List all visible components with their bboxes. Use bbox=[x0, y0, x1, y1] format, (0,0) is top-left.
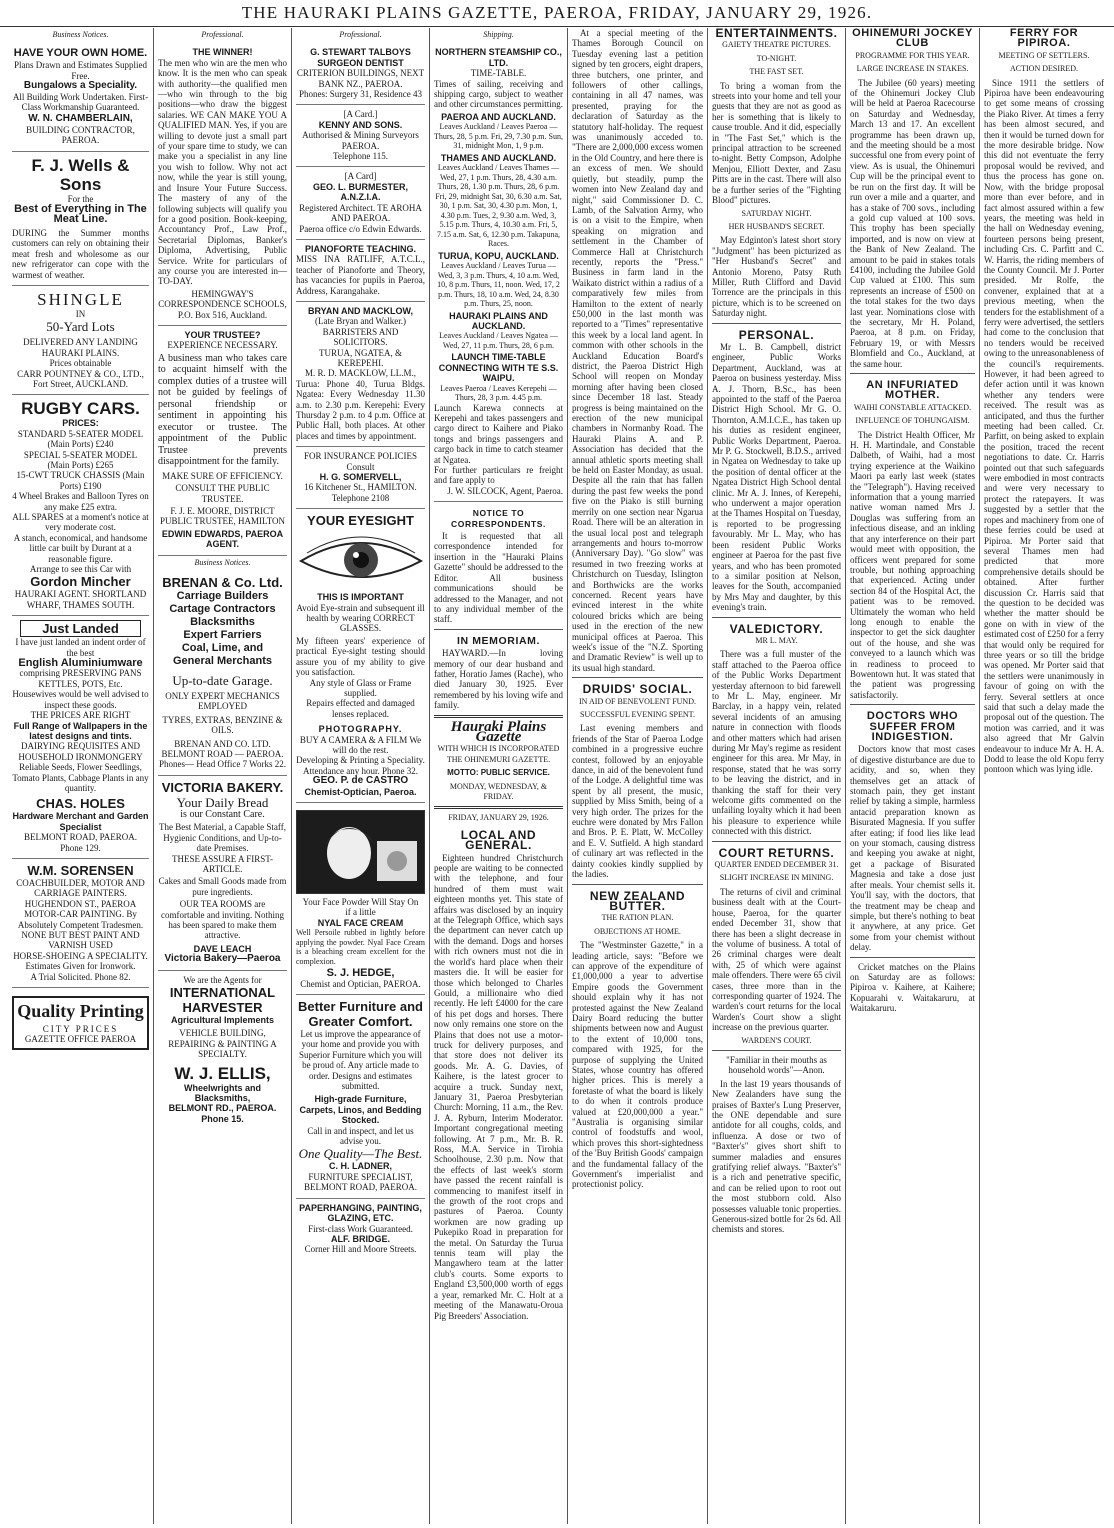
valedictory-title: VALEDICTORY. bbox=[729, 621, 824, 636]
doctors-article bbox=[850, 744, 975, 952]
ad-line: SPECIAL 5-SEATER MODEL (Main Ports) £265 bbox=[23, 449, 138, 470]
ad-body: The men who win are the men who know. It is the men who can speak with authority—the qualified men—who win through to the big positions—who draw the biggest salaries. WE CAN MAKE YOU A QUALIFIED MAN. Yes, if you are willing to devote just a small part of your spare time to study, we can make you a specialist in any line you wish to follow. Why not act now, while the year is still young, and Insure Your Future Success. The mastery of any of the following subjects will qualify you for a good position. Book-keeping, Accountancy Prof., Law Prof., Secretarial Diplomas, Banker's Diploma, Advertising, Public Service. Write for particulars of any course you are interested in—TO-DAY. bbox=[158, 57, 287, 287]
column-8 bbox=[980, 28, 1108, 1524]
ad-line: English Aluminiumware bbox=[18, 657, 143, 670]
nameplate-motto: MOTTO: PUBLIC SERVICE. bbox=[447, 768, 550, 778]
ad-brenan bbox=[158, 571, 287, 776]
shipping-timetable bbox=[434, 43, 563, 502]
ad-body: Let us improve the appearance of your home and provide you with Superior Furniture which you will be proud of. Any article made to order. Designs and estimates submitted. bbox=[299, 1029, 422, 1092]
ad-line: Call in and inspect, and let us advise you. bbox=[307, 1125, 414, 1147]
ad-line: Cartage Contractors bbox=[169, 603, 276, 616]
ad-title: BRENAN & Co. Ltd. bbox=[162, 575, 283, 591]
ad-line: One Quality—The Best. bbox=[298, 1146, 423, 1162]
section-label: Professional. bbox=[339, 30, 382, 39]
ad-title: THE WINNER! bbox=[192, 47, 253, 58]
ad-line: comprising PRESERVING PANS KETTLES, POTS, Etc. bbox=[19, 668, 142, 689]
ad-body: DURING the Summer months customers can rely on obtaining their meat fresh and wholesome as our new refrigerator can cope with the warmest of weather. bbox=[12, 227, 149, 280]
ad-line: Reliable Seeds, Flower Seedlings, Tomato Plants, Cabbage Plants in any quantity. bbox=[12, 762, 149, 793]
notice-article bbox=[434, 531, 563, 625]
ad-line: NONE BUT BEST PAINT AND VARNISH USED bbox=[21, 930, 140, 951]
ad-title: Just Landed bbox=[20, 620, 141, 637]
ad-role: HAURAKI AGENT. SHORTLAND WHARF, THAMES SOUTH. bbox=[14, 589, 147, 610]
ad-line: Coal, Lime, and bbox=[181, 642, 264, 655]
ad-line: BELMONT ROAD, PAEROA. Phone 129. bbox=[23, 832, 137, 853]
ad-victoria-bakery bbox=[158, 776, 287, 971]
ad-title: Quality Printing bbox=[17, 1001, 144, 1022]
valedictory-article bbox=[712, 649, 841, 836]
section-label: Shipping. bbox=[483, 30, 514, 39]
fp-sub2: ACTION DESIRED. bbox=[1010, 64, 1078, 74]
ad-line: IN bbox=[75, 308, 86, 319]
ad-line: DELIVERED ANY LANDING HAURAKI PLAINS. bbox=[23, 337, 138, 358]
ad-line: Phones: Surgery 31, Residence 43 bbox=[298, 89, 423, 100]
entertainments-title: ENTERTAINMENTS. bbox=[715, 28, 838, 40]
ad-ladner bbox=[296, 995, 425, 1199]
ad-line: 4 Wheel Brakes and Balloon Tyres on any make £25 extra. bbox=[12, 491, 149, 512]
article-body: The returns of civil and criminal business dealt with at the Court-house, Paeroa, for the quarter ended December 31, show that there has been a slight decrease in the volume of business. A total of 26 criminal charges were dealt with, 25 of which were against male offenders. There were 65 civil cases, three more than in the corresponding quarter of 1924. The warden's court returns for the local Warden's Court show a slight increase on the previous quarter. bbox=[712, 886, 841, 1033]
jockey-club-article bbox=[850, 78, 975, 369]
route-title: HAURAKI PLAINS AND AUCKLAND. bbox=[449, 310, 548, 331]
memoriam-body: HAYWARD.—In loving memory of our dear husband and father, Horatio James (Rache), who died January 30, 1925. Ever remembered by his loving wife and family. bbox=[434, 648, 563, 711]
article-body: Doctors know that most cases of digestive disturbance are due to acidity, and so, when they themselves get an attack of stomach pain, they get instant relief by taking a simple, harmless antacid preparation known as Bisurated Magnesia. If you suffer after eating; if food lies like lead on your stomach, causing distress and keeping you awake at night, get a package of Bisurated Magnesia and take a dose just after meals. Your chemist sells it. You'll say, with the doctors, that the treatment may be cheap and simple, but there's nothing to beat it anywhere, at any price. Get some from your chemist without delay. bbox=[850, 744, 975, 953]
ad-title: PHOTOGRAPHY. bbox=[318, 724, 403, 735]
ad-title: Better Furniture and Greater Comfort. bbox=[298, 999, 423, 1029]
ad-line: Chemist and Optician, PAEROA. bbox=[300, 978, 421, 989]
ad-line: F. J. E. MOORE, DISTRICT PUBLIC TRUSTEE, HAMILTON bbox=[159, 506, 286, 527]
local-general-body: Eighteen hundred Christchurch people are waiting to be connected with the telephone, and four hundred of them must wait eighteen months yet. This state of affairs was disclosed by an inquiry at the Telegraph Office, which says the department can never catch up with the demand. Dogs and horses with rich owners must not die in the world's hard place when their masters die. It will be easier for those which belonged to Charles Gould, a millionaire who died recently. He left £4000 for the care of his pet dogs and horses. There now only remains one store on the Plains that does not use a motor-truck for delivery purposes, and that store does not deliver its goods. Mr. A. G. Davies, of Kaihere, is the latest grocer to acquire a truck. Sunday next, January 31, Paeroa Presbyterian Church: Morning, 11 a.m., the Rev. J. A. Ryburn, Interim Moderator. Important congregational meeting following. At 7 p.m., Mr. B. R. Ross, M.A. Service in Tirohia Schoolhouse, 2.30 p.m. Now that the effects of last week's storm have passed the recent rainfall is commencing to manifest itself in the growth of the root crops and pastures of Paeroa. County workmen are now grading up Pukepiko Road in preparation for the metal. On Saturday the Turua tennis team will play the Mangawhero team at the latter club's courts. Some exports to England £3,500,000 worth of eggs a year, remarked Mr. C. Holt at a meeting of the Manawatu-Oroua Pig Breeders' Association. bbox=[434, 852, 563, 1321]
ent-sub5: HER HUSBAND'S SECRET. bbox=[728, 221, 825, 231]
ad-title: F. J. Wells & Sons bbox=[31, 155, 130, 194]
personal-article bbox=[712, 342, 841, 613]
ad-title: RUGBY CARS. bbox=[21, 399, 140, 419]
ad-line: FURNITURE SPECIALIST, BELMONT ROAD, PAEROA. bbox=[303, 1171, 417, 1193]
ad-line: Phones— Head Office 7 Works 22. bbox=[159, 759, 286, 770]
ad-hemingway bbox=[158, 43, 287, 326]
court-sub3: WARDEN'S COURT. bbox=[741, 1035, 812, 1045]
nameplate-days: MONDAY, WEDNESDAY, & FRIDAY. bbox=[449, 781, 548, 801]
ad-title: KENNY AND SONS. bbox=[318, 119, 403, 130]
local-general-title: LOCAL AND GENERAL. bbox=[460, 827, 537, 853]
ad-line: M. R. D. MACKLOW, LL.M., bbox=[305, 368, 416, 379]
ad-line: STANDARD 5-SEATER MODEL (Main Ports) £240 bbox=[17, 428, 144, 450]
court-title: COURT RETURNS. bbox=[718, 845, 835, 860]
ad-line: High-grade Furniture, Carpets, Linos, and Bedding Stocked. bbox=[299, 1094, 422, 1126]
ma-sub2: INFLUENCE OF TOHUNGAISM. bbox=[855, 416, 970, 426]
ad-name: Gordon Mincher bbox=[30, 574, 131, 590]
portrait-illustration bbox=[296, 810, 425, 894]
ent-article-2 bbox=[712, 235, 841, 318]
ad-line: Paeroa office c/o Edwin Edwards. bbox=[299, 223, 422, 234]
divider bbox=[434, 715, 563, 718]
ad-line: BELMONT RD., PAEROA. bbox=[168, 1103, 277, 1114]
ad-line: First-class Work Guaranteed. bbox=[308, 1223, 413, 1234]
route-times: Leaves Paeroa / Leaves Kerepehi — Thurs, 28, 3 p.m. 4.45 p.m. bbox=[440, 383, 557, 403]
card-talboys bbox=[296, 43, 425, 105]
section-label: Business Notices. bbox=[194, 557, 251, 567]
ad-body: Times of sailing, receiving and shipping cargo, subject to weather and other circumstances permitting. bbox=[434, 78, 563, 110]
page-columns bbox=[8, 28, 1108, 1524]
court-sub: QUARTER ENDED DECEMBER 31. bbox=[714, 860, 839, 870]
val-sub: MR L. MAY. bbox=[755, 635, 798, 645]
ad-body: A business man who takes care to acquaint himself with the complex duties of a trustee will not be guided by feelings of personal friendship or sentiment in appointing his executor or trustee. The appointment of the Public Trustee prevents disappointment for the family. bbox=[158, 352, 287, 468]
ad-line: Agricultural Implements bbox=[170, 1014, 275, 1025]
article-body: Since 1911 the settlers of Pipiroa have been endeavouring to get some means of crossing the Piako River. At times a ferry has been almost secured, and then it would be turned down for the more desirable bridge. Now this did not eventuate the ferry proposal would be revived, and thus the process has gone on. Now, with the bridge proposal more than ever before, and in fact almost assured within a few years, the meeting was held in the hall on Wednesday evening, fourteen persons being present, including Crs. C. Parfitt and C. W. Harris, the riding members of the County Council. Mr J. Porter presided. Mr Rolfe, the convener, explained that at a previous meeting, when the tenders for the establishment of a ferry were advertised, the settlers had come to the conclusion that no tenders would be received owing to the unreasonableness of the council's requirements. However, it had been agreed to defer action until it was known whether any tenders were received. The result was as anticipated, and thus the further meeting had been called. Cr. Parfitt, on being asked to explain the position, traced the recent negotiations to date. Cr. Harris pointed out that such safeguards were embodied in most contracts and were very necessary to protect the ratepayers. It was suggested by a settler that the ropes and machinery from one of these ferries could be used at Pipiroa. Mr Porter said that several Thames men had predicted that more comprehensive details should be obtained. After further discussion Cr. Harris said that the question to be decided was whether the matter should be gone on with in view of the estimated cost of £250 for a ferry that would only be required for three years or so till the bridge was opened. Mr Porter said that the settlers were unanimously in favour of going on with the ferry. Several settlers at once said that such a delay made the proposal out of the question. The motion was carried, and it was also agreed that Mr Galvin endeavour to induce Mr A. H. A. Dodd to lease the old Kopu ferry pontoon which was lying idle. bbox=[984, 77, 1104, 775]
nz-butter-sub: THE RATION PLAN. bbox=[601, 913, 674, 923]
ad-pianoforte bbox=[296, 240, 425, 302]
divider bbox=[572, 677, 703, 678]
ad-line: TYRES, EXTRAS, BENZINE & OILS. bbox=[162, 714, 283, 736]
column-3 bbox=[292, 28, 430, 1524]
ad-body: MISS INA RATLIFF, A.T.C.L., teacher of Pianoforte and Theory, has vacancies for pupils in Paeroa, Address, Karangahake. bbox=[296, 254, 425, 296]
ad-line: Wheelwrights and Blacksmiths, bbox=[183, 1082, 261, 1103]
ad-bryan-macklow bbox=[296, 302, 425, 447]
ad-title: PAPERHANGING, PAINTING, GLAZING, ETC. bbox=[299, 1202, 422, 1224]
ad-title: NORTHERN STEAMSHIP CO., LTD. bbox=[435, 47, 562, 68]
druids-sub: IN AID OF BENEVOLENT FUND. bbox=[579, 696, 696, 706]
personal-title: PERSONAL. bbox=[738, 327, 815, 342]
ad-line: CARR POUNTNEY & CO., LTD., Fort Street, AUCKLAND. bbox=[17, 368, 144, 389]
ent-sub3: THE FAST SET. bbox=[749, 67, 804, 77]
ad-line: ALF. BRIDGE. bbox=[330, 1233, 390, 1244]
route-times: Leaves Auckland / Leaves Ngatea — Wed, 27, 11 p.m. Thurs, 28, 6 p.m. bbox=[439, 331, 558, 350]
ad-body: For further particulars re freight and fare apply to bbox=[434, 465, 563, 486]
ad-subtitle: EXPERIENCE NECESSARY. bbox=[167, 340, 278, 351]
column-7 bbox=[846, 28, 980, 1524]
ad-line: EDWIN EDWARDS, PAEROA AGENT. bbox=[161, 528, 284, 550]
ad-line: THE PRICES ARE RIGHT bbox=[30, 710, 131, 721]
article-body: May Edginton's latest short story "Judgment" has been picturized as "Her Husband's Secret" and Antonio Moreno, Patsy Ruth Miller, Ruth Clifford and David Torrence are the principals in this picture, which is to be screened on Saturday night. bbox=[712, 235, 841, 319]
ad-holes bbox=[12, 616, 149, 859]
route-title: LAUNCH TIME-TABLE CONNECTING WITH TE S.S. WAIPU. bbox=[438, 352, 559, 384]
ad-line: CRITERION BUILDINGS, NEXT BANK NZ., PAEROA. bbox=[296, 68, 425, 89]
issue-date: FRIDAY, JANUARY 29, 1926. bbox=[448, 813, 549, 823]
ad-title: GEO. L. BURMESTER, A.N.Z.I.A. bbox=[312, 181, 408, 203]
notice-body: It is requested that all correspondence intended for insertion in the "Hauraki Plains Gazette" should be addressed to the Editor. All business communications should be addressed to the Manager, and not to any individual member of the staff. bbox=[434, 531, 563, 625]
article-body: The "Westminster Gazette," in a leading article, says: "Before we can approve of the expenditure of £1,000,000 a year to advertise Empire goods the Government should explain why it has not protested against the New Zealand Dairy Board reducing the butter shipments between now and August to the extent of 10,000 tons, compared with 1925, for the purpose of supplying the United States, whose country has offered higher prices. This is merely a foretaste of what the board is likely to do when it controls produce valued at £20,000,000 a year." "Australia is organising similar control of foodstuffs and wool, which proves this short-sightedness of the 'Buy British Goods' campaign and the fundamental fallacy of the Government's imperialist and protectionist policy. bbox=[572, 940, 703, 1190]
court-sub2: SLIGHT INCREASE IN MINING. bbox=[719, 873, 834, 883]
article-body: Cricket matches on the Plains on Saturday are as follows: Pipiroa v. Kaihere, at Kaihere; Kopuarahi v. Waitakaruru, at Waitakaruru. bbox=[850, 961, 975, 1014]
ad-line: is our Constant Care. bbox=[180, 808, 265, 820]
ad-line: A Trial Solicited. Phone 82. bbox=[30, 971, 131, 982]
route-title: PAEROA AND AUCKLAND. bbox=[441, 111, 556, 122]
masthead: THE HAURAKI PLAINS GAZETTE, PAEROA, FRIDAY, JANUARY 29, 1926. bbox=[0, 0, 1114, 27]
ad-title: Up-to-date Garage. bbox=[172, 673, 273, 689]
ad-line: TURUA, NGATEA, & KEREPEHI. bbox=[319, 347, 402, 368]
route-times: Leaves Auckland / Leaves Thames — Wed, 27, 1 p.m. Thurs, 28, 4.30 a.m. Thurs, 28, 1.30 p.m. Thurs, 28, 6 p.m. Fri, 29, midnight Sat, 30, 6.30 a.m. Sat, 30, 1 p.m. Sat, 30, 4.30 p.m. Mon, 1, 4.30 p.m. Tues, 2, 9.30 a.m. Wed, 3, 5.15 p.m. Thurs, 4, 10.30 a.m. Fri, 5, 7.15 a.m. Sat, 6, 12.30 p.m. Takapuna, Races. bbox=[435, 163, 562, 249]
ad-role: BUILDING CONTRACTOR, PAEROA. bbox=[26, 124, 135, 146]
ad-sign: HEMINGWAY'S CORRESPONDENCE SCHOOLS, P.O. Box 516, Auckland. bbox=[158, 288, 287, 320]
article-body: To bring a woman from the streets into your home and tell your guests that they are not as good as her is something that is likely to cause trouble. And it did, especially in "The Fast Set," which is the principal attraction to be screened to-night. Betty Compson, Adolphe Menjou, Elliott Dexter, and Zasu Pitts are in the cast. There will also be a further series of the "Fighting Blood" pictures. bbox=[712, 80, 841, 206]
nz-butter-sub2: OBJECTIONS AT HOME. bbox=[594, 926, 681, 936]
druids-sub2: SUCCESSFUL EVENING SPENT. bbox=[580, 710, 695, 719]
nz-butter-article bbox=[572, 940, 703, 1190]
ad-line: MOTOR-CAR PAINTING. By Absolutely Competent Tradesmen. bbox=[17, 909, 144, 930]
ad-line: Housewives would be well advised to inspect these goods. bbox=[12, 689, 149, 710]
section-label: Professional. bbox=[201, 30, 244, 39]
ad-line: MAKE SURE OF EFFICIENCY. bbox=[162, 470, 283, 481]
eye-illustration bbox=[296, 531, 425, 589]
ad-line: All Building Work Undertaken. First-Class Workmanship Guaranteed. bbox=[12, 91, 149, 113]
ent-sub2: TO-NIGHT. bbox=[756, 53, 797, 63]
ad-subtitle: TIME-TABLE. bbox=[470, 68, 527, 79]
nz-butter-title: NEW ZEALAND BUTTER. bbox=[589, 888, 686, 913]
ad-line: BUY A CAMERA & A FILM We will do the rest. bbox=[299, 734, 422, 755]
ad-title: PIANOFORTE TEACHING. bbox=[304, 243, 416, 254]
ad-eyesight bbox=[296, 509, 425, 803]
ad-line: (Late Bryan and Walker.) bbox=[314, 316, 407, 327]
ad-line: BRENAN AND CO. LTD. BELMONT ROAD — PAEROA. bbox=[161, 738, 284, 760]
ad-sorensen bbox=[12, 859, 149, 988]
article-body: Last evening members and friends of the Star of Paeroa Lodge combined in a progressive euchre contest, followed by an enjoyable dance, in aid of the benevolent fund of the Lodge. A delightful time was spent by all present, the music, supplied by Miss Smith, being of a very high order. The prizes for the euchre were donated by Mrs Fallon and Bros. P. E. Platt, W. McColley and E. V. Sutfield. A high standard of culinary art was reflected in the dainty cookies kindly supplied by the ladies. bbox=[572, 723, 703, 880]
route-times: Leaves Auckland / Leaves Paeroa — Thurs, 28, 5 p.m. Fri, 29, 7.30 p.m. Sun, 31, midnight Mon, 1, 9 p.m. bbox=[434, 122, 563, 151]
ad-line: VEHICLE BUILDING, REPAIRING & PAINTING A SPECIALTY. bbox=[168, 1028, 277, 1060]
ferry-article bbox=[984, 78, 1104, 775]
ad-rugby-cars bbox=[12, 395, 149, 616]
ad-line: Your Face Powder Will Stay On bbox=[302, 896, 419, 907]
ad-line: I have just landed an indent order of the best bbox=[15, 637, 146, 658]
card-burmester bbox=[296, 167, 425, 239]
article-body: The Jubilee (60 years) meeting of the Ohinemuri Jockey Club will be held at Paeroa Racecourse on Saturday and Wednesday, March 13 and 17. An excellent programme has been drawn up, and the meeting should be a most successful one from every point of view. As is usual, the Ohinemuri Cup will be the principal event to be run on the first day. It will be run over a mile and a quarter, and has a stake of 700 sovs., including a gold cup valued at 100 sovs. This trophy has been specially imported, and is now on view at the Bank of New Zealand. The amount to be paid in stakes totals £4100, including the Jubilee Gold Cup valued at £100. This sum represents an increase of £500 on the total stakes for the two days last year. Nominations close with the secretary, Mr H. Poland, Paeroa, at 8 p.m. on Friday, February 19, or with Messrs Blomfield and Co., Auckland, at the same hour. bbox=[850, 77, 975, 369]
notice-title: NOTICE TO CORRESPONDENTS. bbox=[451, 508, 546, 529]
ad-insurance bbox=[296, 447, 425, 509]
jockey-club-title: OHINEMURI JOCKEY CLUB bbox=[852, 28, 973, 50]
ad-line: Best of Everything in The Meat Line. bbox=[14, 203, 147, 226]
divider bbox=[712, 617, 841, 618]
ad-line: CITY PRICES bbox=[42, 1024, 119, 1035]
ad-ellis bbox=[158, 971, 287, 1130]
ad-line: THESE ASSURE A FIRST-ARTICLE. bbox=[172, 853, 273, 874]
ad-name: W. J. ELLIS, bbox=[174, 1063, 271, 1083]
article-body: There was a full muster of the staff attached to the Paeroa office of the Public Works Department yesterday afternoon to bid farewell to Mr L. May, engineer. Mr Barclay, in a happy vein, related several incidents of an amusing nature in connection with floods and other matters which had arisen during Mr May's regime as resident engineer for this area. Mr May, in response, stated that he was sorry to be leaving the district, and in thanking the staff for their very welcome gifts commented on the unfailing loyalty which it had been his pleasure to experience while connected with this district. bbox=[712, 649, 841, 837]
ad-line: DAVE LEACH bbox=[193, 943, 252, 954]
card-kenny bbox=[296, 105, 425, 167]
divider bbox=[850, 704, 975, 705]
ad-chamberlain bbox=[12, 43, 149, 151]
ad-body: In the last 19 years thousands of New Zealanders have sung the praises of Baxter's Lung Preserver, the ONE dependable and sure antidote for all coughs, colds, and influenza. A dose or two of "Baxter's" gives short shift to summer maladies and ensures gratifying relief always. "Baxter's" is a rich and penetrative specific, and can be relied upon to root out the most stubborn cold. Also possesses valuable tonic properties. Generous-sized bottle for 2s 6d. All chemists and stores. bbox=[712, 1078, 841, 1235]
ent-sub: GAIETY THEATRE PICTURES. bbox=[722, 40, 831, 50]
column-2 bbox=[154, 28, 292, 1524]
ad-line: [A Card.] bbox=[343, 109, 378, 120]
ad-line: Corner Hill and Moore Streets. bbox=[304, 1244, 417, 1255]
ad-line: My fifteen years' experience of practical Eye-sight testing should assure you of my ability to give you satisfaction. bbox=[296, 635, 425, 678]
ad-line: Prices obtainable bbox=[49, 358, 112, 369]
infuriated-mother-article bbox=[850, 430, 975, 701]
ad-line: ONLY EXPERT MECHANICS EMPLOYED bbox=[165, 691, 280, 712]
ad-line: GAZETTE OFFICE PAEROA bbox=[24, 1034, 137, 1045]
cricket-note bbox=[850, 962, 975, 1014]
memoriam-title: IN MEMORIAM. bbox=[456, 634, 541, 647]
local-general-article bbox=[434, 853, 563, 1321]
fp-sub: MEETING OF SETTLERS. bbox=[998, 50, 1090, 60]
ad-line: PRICES: bbox=[62, 418, 99, 429]
divider bbox=[434, 806, 563, 809]
ad-line: 15-CWT TRUCK CHASSIS (Main Ports) £190 bbox=[16, 470, 145, 491]
nameplate-sub: WITH WHICH IS INCORPORATED THE OHINEMURI GAZETTE. bbox=[437, 744, 560, 764]
ad-line: Estimates Given for Ironwork. bbox=[25, 961, 136, 972]
ad-line: General Merchants bbox=[172, 655, 273, 668]
ad-line: Telephone 2108 bbox=[331, 492, 390, 503]
divider bbox=[572, 884, 703, 885]
ad-line: Expert Farriers bbox=[183, 629, 262, 642]
route-title: TURUA, KOPU, AUCKLAND. bbox=[438, 250, 559, 261]
ad-line: ALL SPARES at a moment's notice at very moderate cost. bbox=[12, 512, 149, 533]
ad-line: COACHBUILDER, MOTOR AND CARRIAGE PAINTERS. HUGHENDON ST., PAEROA bbox=[16, 877, 145, 909]
ad-name: CHAS. HOLES bbox=[36, 796, 125, 812]
ad-title: BRYAN AND MACKLOW, bbox=[308, 305, 413, 316]
court-article bbox=[712, 887, 841, 1033]
ad-title: YOUR TRUSTEE? bbox=[184, 329, 261, 340]
ad-line: Telephone 115. bbox=[332, 151, 389, 162]
ad-line: The Best Material, a Capable Staff, Hygienic Conditions, and Up-to-date Premises. bbox=[158, 822, 287, 854]
ad-line: BARRISTERS AND SOLICITORS. bbox=[322, 326, 399, 348]
divider bbox=[712, 841, 841, 842]
ad-line: Carriage Builders bbox=[176, 590, 269, 603]
ad-wells bbox=[12, 152, 149, 286]
ad-line: 16 Kitchener St., HAMILTON. bbox=[304, 482, 417, 493]
ad-line: Victoria Bakery—Paeroa bbox=[164, 953, 281, 965]
ad-line: Any style of Glass or Frame supplied. bbox=[309, 677, 412, 698]
ad-title: INTERNATIONAL HARVESTER bbox=[169, 984, 276, 1015]
ad-line: CONSULT THE PUBLIC TRUSTEE. bbox=[175, 483, 270, 504]
ad-line: Bungalows a Speciality. bbox=[23, 80, 138, 92]
ad-line: HORSE-SHOEING A SPECIALITY. bbox=[13, 950, 148, 961]
eye-icon bbox=[297, 531, 425, 589]
ad-line: Avoid Eye-strain and subsequent ill health by wearing CORRECT GLASSES. bbox=[296, 602, 425, 634]
divider bbox=[850, 373, 975, 374]
ad-line: Registered Architect. TE AROHA AND PAEROA. bbox=[299, 202, 422, 224]
section-label: Business Notices. bbox=[52, 30, 109, 39]
ma-sub: WAIHI CONSTABLE ATTACKED. bbox=[853, 402, 972, 412]
ad-line: Hardware Merchant and Garden Specialist bbox=[12, 811, 149, 832]
ad-body: Launch Karewa connects at Kerepehi and takes passengers and cargo direct to Kaihere and Piako tongs and brings passengers and cargo back in time to catch steamer at Ngatea. bbox=[434, 402, 563, 465]
ad-line: FOR INSURANCE POLICIES Consult bbox=[303, 451, 417, 472]
column-5 bbox=[568, 28, 708, 1524]
ad-line: GEO. P. de CASTRO bbox=[312, 775, 409, 787]
ad-line: Cakes and Small Goods made from pure ingredients. bbox=[158, 876, 287, 897]
woman-portrait-icon bbox=[297, 811, 425, 893]
newspaper-nameplate: Hauraki Plains Gazette bbox=[450, 718, 547, 745]
article-body: The District Health Officer, Mr H. H. Martindale, and Constable Dalbeth, of Waihi, had a most trying experience at the Waikino Maori pa early last week (states the "Telegraph"). Having received information that a young married native woman named Mrs J. Douglas was suffering from an infectious disease, and an inkling that any interference on their part would meet with opposition, the officers went prepared for some trouble, but nothing approaching that experienced. Acting under section 84 of the Hospital Act, the patient was to be removed. Ultimately the woman who held long enough to enable the inspector to get the sick daughter out of the house, and she was conveyed to a launch which was in readiness to proceed to Bowentown hut. It was stated that the patient was progressing satisfactorily. bbox=[850, 429, 975, 700]
druids-article bbox=[572, 723, 703, 879]
infuriated-mother-title: AN INFURIATED MOTHER. bbox=[866, 379, 959, 402]
ad-line: "Familiar in their mouths as household words"—Anon. bbox=[726, 1054, 827, 1076]
ad-title: G. STEWART TALBOYS SURGEON DENTIST bbox=[310, 47, 411, 68]
divider bbox=[712, 323, 841, 324]
ad-line: 50-Yard Lots bbox=[46, 319, 115, 335]
ad-title: VICTORIA BAKERY. bbox=[161, 779, 284, 795]
ad-name: W. N. CHAMBERLAIN, bbox=[28, 113, 133, 125]
route-times: Leaves Auckland / Leaves Turua — Wed, 3, 3 p.m. Thurs, 4, 10 a.m. Wed, 10, 8 p.m. Thurs, 11, noon. Wed, 17, 2 p.m. Thurs, 18, 10 a.m. Wed, 24, 8.30 p.m. Thurs, 25, noon. bbox=[437, 261, 560, 309]
ad-shingle bbox=[12, 286, 149, 395]
baxter-ad bbox=[712, 1055, 841, 1235]
divider bbox=[712, 1050, 841, 1051]
ad-quality-printing bbox=[12, 988, 149, 1055]
ad-line: Phone 15. bbox=[201, 1113, 244, 1124]
column-4 bbox=[430, 28, 568, 1524]
ad-title: NYAL FACE CREAM bbox=[317, 917, 404, 928]
ad-nyal bbox=[296, 803, 425, 995]
ad-line: Blacksmiths bbox=[190, 616, 255, 629]
ad-line: Full Range of Wallpapers in the latest designs and tints. bbox=[13, 720, 148, 741]
divider bbox=[434, 629, 563, 630]
article-body: At a special meeting of the Thames Borough Council on Tuesday evening last a petition signed by ten grocers, eight drapers, three butchers, one printer, and followers of other callings, containing in all 47 names, was presented, praying for the declaration of Saturday as the statutory half-holiday. The request was unanimously acceded to. "There are 2,000,000 excess women in the Old Country, and here there is an excess of men. We should quietly, but steadily, pump the women into New Zealand day and night," said Commissioner D. C. Lamb, of the Salvation Army, who is on a visit to the Empire, when speaking on migration and settlement in the Chamber of Commerce Hall at Christchurch recently, reports the "Press." Business in farm land in the Waikato district within a radius of a comparatively few miles from Hamilton to the extent of nearly £50,000 in the last month was reported to a "Times" representative this week by a local land agent. In common with other schools in the Auckland Education Board's district, the Paeroa District High School will reopen on Monday morning after having been closed since December 18 last. Steady progress is being maintained on the erection of the new municipal chambers in Normanby Road. The Hauraki Plains A. and P. Association has decided that the annual athletic sports meeting shall be held on Easter Monday, as usual. Despite all the rain that has fallen during the past few weeks the pond five on the Piako is still burning merrily on one section near Ngarua Road. There will be an alteration in the usual local post and telegraph arrangements and hours to-morrow (Anniversary Day). "Go slow" was resumed in two freezing works at Christchurch on Tuesday, Islington and Borthwicks are the works concerned. Recent years have evinced interest in the white coloured bricks which are being used in the erection of the new municipal offices at Paeroa. This week's issue of the "N.Z. Sporting and Dramatic Review" is well up to its usual high standard. bbox=[572, 28, 703, 673]
column-6 bbox=[708, 28, 846, 1524]
local-general-continued bbox=[572, 28, 703, 673]
ad-bridge bbox=[296, 1199, 425, 1260]
ad-public-trustee bbox=[158, 326, 287, 556]
ad-line: We are the Agents for bbox=[183, 974, 262, 985]
route-title: THAMES AND AUCKLAND. bbox=[440, 152, 557, 163]
ent-sub4: SATURDAY NIGHT. bbox=[741, 208, 812, 218]
printing-box bbox=[12, 996, 149, 1050]
ad-line: S. J. HEDGE, bbox=[326, 967, 395, 980]
ad-line: A stanch, economical, and handsome little car built by Durant at a reasonable figure. bbox=[13, 532, 148, 564]
ad-body: Turua: Phone 40, Turua Bldgs. Ngatea: Every Wednesday 11.30 a.m. to 2.30 p.m. Kerepehi: Every Thursday 2 p.m. to 4 p.m. Office at Public Hall, both places. At other places and times by appointment. bbox=[296, 378, 425, 441]
ad-line: if a little bbox=[345, 907, 376, 918]
ad-title: YOUR EYESIGHT bbox=[307, 513, 414, 529]
ferry-title: FERRY FOR PIPIROA. bbox=[1009, 28, 1079, 50]
ad-line: Repairs effected and damaged lenses replaced. bbox=[306, 698, 415, 719]
ad-body: Well Persoile rubbed in lightly before applying the powder. Nyal Face Cream is a bleaching cream excellent for the complexion. bbox=[296, 928, 425, 966]
ad-line: [A Card] bbox=[344, 171, 377, 182]
ent-article bbox=[712, 81, 841, 206]
ad-line: OUR TEA ROOMS are comfortable and inviting. Nothing has been spared to make them attractive. bbox=[161, 899, 284, 941]
ad-title: HAVE YOUR OWN HOME. bbox=[13, 47, 148, 60]
jc-sub2: LARGE INCREASE IN STAKES. bbox=[856, 64, 969, 74]
ad-name: C. H. LADNER, bbox=[329, 1161, 392, 1172]
ad-line: THIS IS IMPORTANT bbox=[317, 592, 404, 603]
ad-line: Developing & Printing a Speciality. Attendance any hour. Phone 32. bbox=[296, 755, 425, 776]
doctors-title: DOCTORS WHO SUFFER FROM INDIGESTION. bbox=[866, 710, 959, 743]
ad-sign: J. W. SILCOCK, Agent, Paeroa. bbox=[447, 485, 563, 496]
ad-title: W.M. SORENSEN bbox=[27, 862, 134, 878]
ad-line: Plans Drawn and Estimates Supplied Free. bbox=[14, 60, 147, 81]
ad-line: Your Daily Bread bbox=[176, 794, 269, 810]
ad-line: For the bbox=[67, 193, 94, 204]
ad-line: Arrange to see this Car with bbox=[29, 564, 132, 575]
divider bbox=[850, 957, 975, 958]
memoriam-article bbox=[434, 648, 563, 710]
ad-title: SHINGLE bbox=[37, 289, 124, 309]
article-body: Mr L. B. Campbell, district engineer, Public Works Department, Auckland, was at Paeroa on business yesterday. Miss A. J. Thorn, B.Sc., has been appointed to the staff of the Paeroa District High School. Mr G. O. Thornton, A.M.I.C.E., has taken up his duties as resident engineer, Public Works Department, Paeroa. Mr P. G. Stockwell, B.D.S., arrived in Ngatea on Wednesday to take up the position of dental officer at the Ngatea District High School dental clinic. Mr A. J. Innes, of Kerepehi, who underwent a major operation at the Thames Hospital on Tuesday, is reported to be progressing favourably. Mr L. May, who has been resident Public Works engineer at Paeroa for the past five years, and who has been promoted to a similar position at Nelson, leaves for the South, accompanied by Mrs May and daughter, by this evening's train. bbox=[712, 341, 841, 613]
column-1 bbox=[8, 28, 154, 1524]
jc-sub: PROGRAMME FOR THIS YEAR. bbox=[855, 50, 970, 60]
ad-line: Authorised & Mining Surveyors PAEROA. bbox=[302, 130, 419, 151]
ad-line: DAIRYING REQUISITES AND HOUSEHOLD IRONMONGERY bbox=[18, 741, 143, 762]
druids-title: DRUIDS' SOCIAL. bbox=[582, 682, 693, 697]
ad-line: H. G. SOMERVELL, bbox=[319, 472, 402, 483]
ad-line: Chemist-Optician, Paeroa. bbox=[304, 786, 417, 797]
